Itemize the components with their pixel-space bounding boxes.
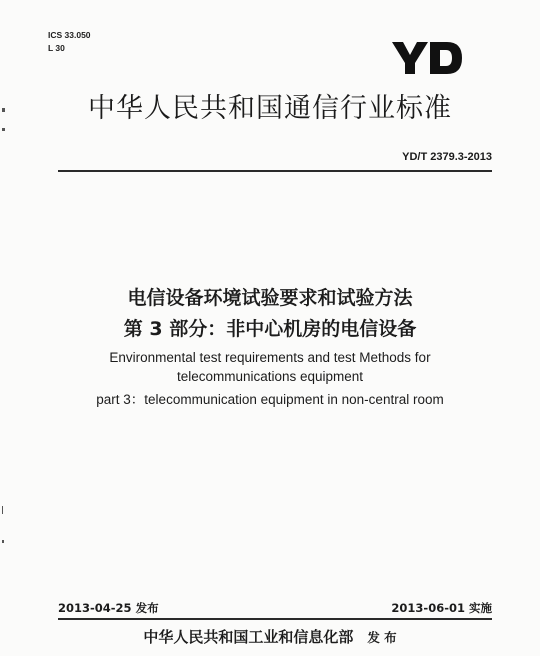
english-title-line-3: part 3：telecommunication equipment in non-central room — [96, 392, 444, 407]
chinese-title-line-1: 电信设备环境试验要求和试验方法 — [127, 287, 413, 309]
english-title-line-1: Environmental test requirements and test Methods for — [109, 350, 431, 365]
divider — [58, 618, 492, 620]
divider — [58, 170, 492, 172]
standard-title: 中华人民共和国通信行业标准 — [88, 93, 452, 124]
scan-artifact — [2, 540, 4, 543]
yd-logo-icon — [392, 38, 464, 78]
publisher-name: 中华人民共和国工业和信息化部 — [143, 628, 354, 646]
scan-artifact — [2, 506, 3, 514]
chinese-title-line-2: 第 3 部分：非中心机房的电信设备 — [123, 318, 417, 340]
ics-code: ICS 33.050 — [48, 30, 91, 40]
class-code: L 30 — [48, 43, 65, 53]
publisher-line — [0, 626, 540, 647]
english-title-line-2: telecommunications equipment — [176, 369, 364, 384]
publish-date: 2013-04-25 发布 — [58, 601, 159, 615]
classification-codes — [48, 29, 91, 55]
implement-date: 2013-06-01 实施 — [391, 601, 492, 615]
issue-label: 发 布 — [367, 630, 397, 645]
standard-code: YD/T 2379.3-2013 — [402, 151, 492, 163]
scan-artifact — [2, 128, 5, 131]
